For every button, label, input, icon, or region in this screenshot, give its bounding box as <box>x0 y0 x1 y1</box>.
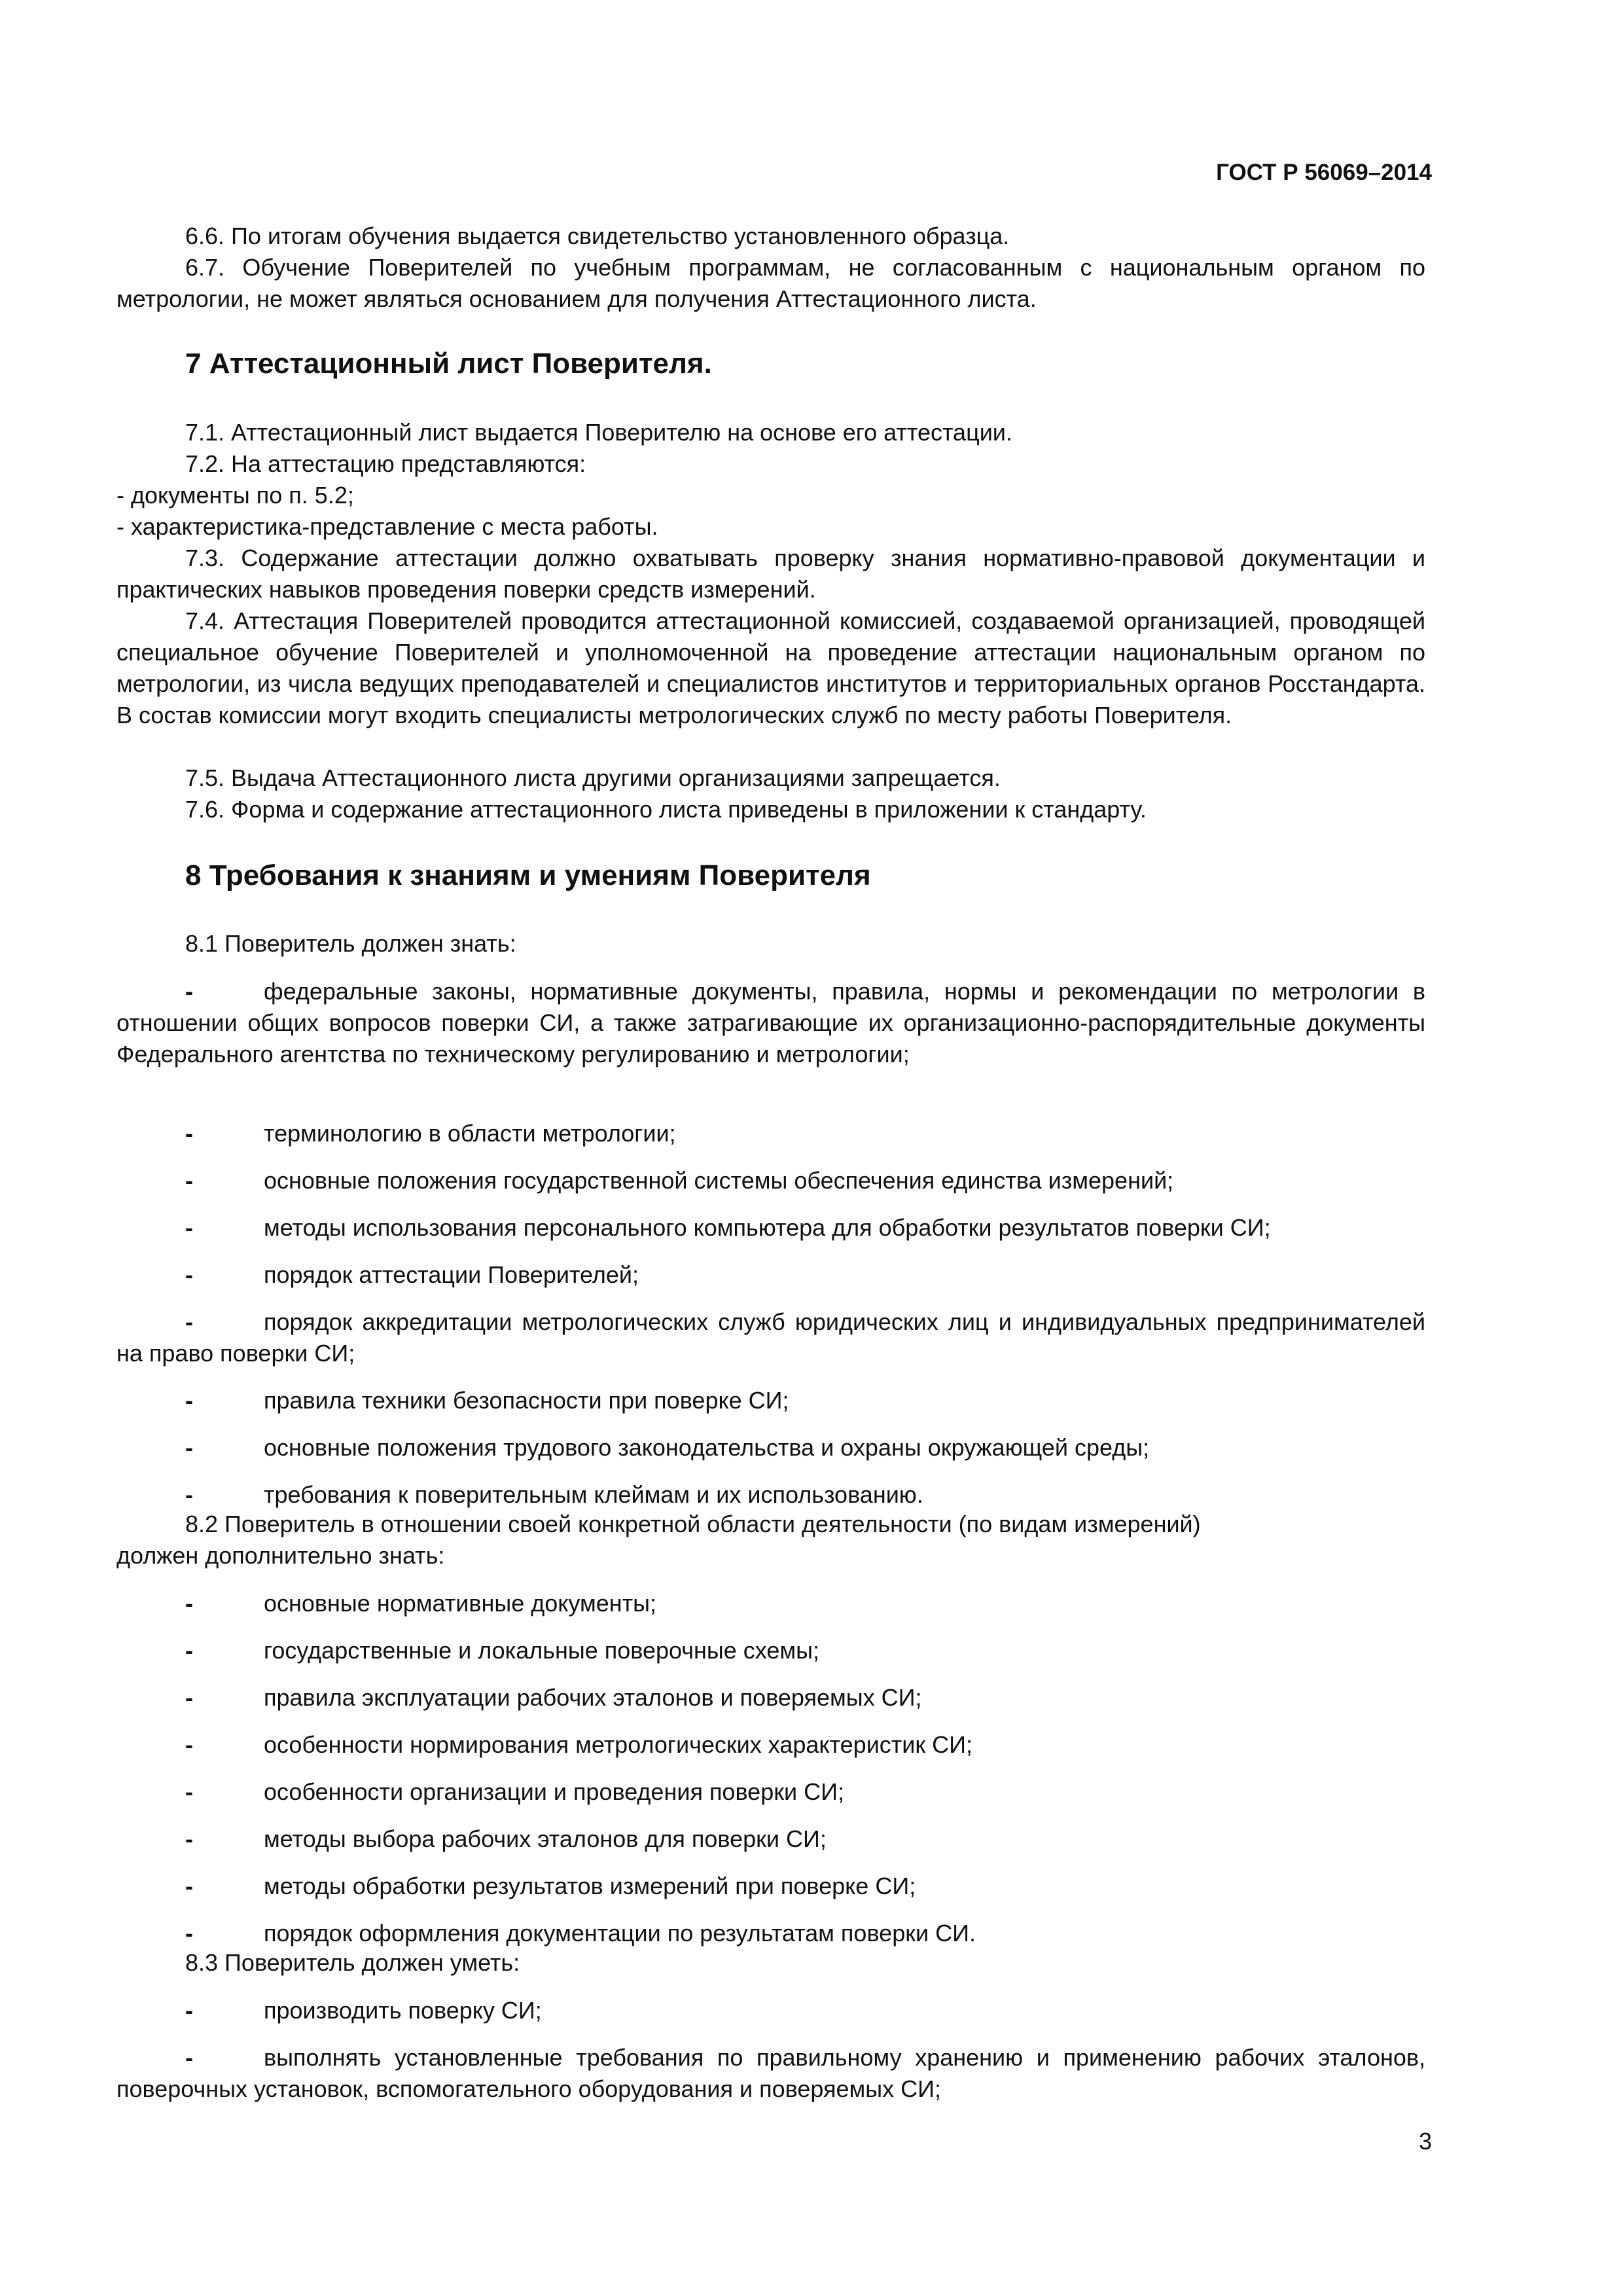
dash-marker: - <box>185 1434 193 1461</box>
list-item <box>116 2042 1425 2105</box>
dash-marker: - <box>185 1590 193 1617</box>
paragraph-7-5: 7.5. Выдача Аттестационного листа другими организациями запрещается. <box>185 764 1001 791</box>
document-page <box>116 0 1432 2296</box>
dash-marker: - <box>185 1731 193 1758</box>
list-item-text: терминологию в области метрологии; <box>264 1120 676 1147</box>
list-item-text: методы обработки результатов измерений при поверке СИ; <box>264 1873 916 1899</box>
dash-marker: - <box>185 1387 193 1414</box>
dash-marker: - <box>185 1997 193 2024</box>
list-item <box>116 1306 1425 1369</box>
list-item-text: основные положения государственной системы обеспечения единства измерений; <box>264 1167 1174 1194</box>
dash-marker: - <box>185 1920 193 1946</box>
list-item-text: методы выбора рабочих эталонов для поверки СИ; <box>264 1825 827 1852</box>
list-item-text: требования к поверительным клеймам и их использованию. <box>264 1481 923 1508</box>
dash-marker: - <box>185 1778 193 1805</box>
dash-marker: - <box>185 1825 193 1852</box>
dash-marker: - <box>185 1308 193 1335</box>
paragraph-6-6: 6.6. По итогам обучения выдается свидетельство установленного образца. <box>185 223 1010 249</box>
dash-marker: - <box>185 2044 193 2071</box>
list-item-text: основные положения трудового законодательства и охраны окружающей среды; <box>264 1434 1150 1461</box>
paragraph-7-2: 7.2. На аттестацию представляются: <box>185 450 586 477</box>
dash-marker: - <box>185 978 193 1005</box>
list-item-text: выполнять установленные требования по правильному хранению и применению рабочих эталонов, поверочных установок, вспомогательного оборудования и поверяемых СИ; <box>116 2044 1425 2102</box>
dash-marker: - <box>185 1214 193 1241</box>
document-code: ГОСТ Р 56069–2014 <box>1216 160 1432 185</box>
paragraph-7-6: 7.6. Форма и содержание аттестационного листа приведены в приложении к стандарту. <box>185 796 1147 823</box>
list-item-text: производить поверку СИ; <box>264 1997 542 2024</box>
dash-marker: - <box>185 1481 193 1508</box>
paragraph-6-7: 6.7. Обучение Поверителей по учебным программам, не согласованным с национальным органом по метрологии, не может являться основанием для получения Аттестационного листа. <box>116 254 1425 312</box>
paragraph-8-2-line-2: должен дополнительно знать: <box>116 1542 445 1569</box>
dash-marker: - <box>185 1637 193 1664</box>
paragraph-8-1: 8.1 Поверитель должен знать: <box>185 930 516 957</box>
list-item-text: основные нормативные документы; <box>264 1590 657 1617</box>
list-item <box>116 976 1425 1070</box>
paragraph-7-2-item-reference: - характеристика-представление с места работы. <box>116 513 658 540</box>
section-7-title: 7 Аттестационный лист Поверителя. <box>185 348 712 380</box>
dash-marker: - <box>185 1120 193 1147</box>
list-item-text: порядок оформления документации по результатам поверки СИ. <box>264 1920 976 1946</box>
paragraph-7-4: 7.4. Аттестация Поверителей проводится аттестационной комиссией, создаваемой организацией, проводящей специальное обучение Поверителей и уполномоченной на проведение аттестации национальным органом по метрологии, из числа ведущих преподавателей и специалистов институтов и территориальных органов Росстандарта. В состав комиссии могут входить специалисты метрологических служб по месту работы Поверителя. <box>116 607 1425 728</box>
list-item-text: порядок аттестации Поверителей; <box>264 1261 639 1288</box>
list-item-text: особенности нормирования метрологических характеристик СИ; <box>264 1731 973 1758</box>
dash-marker: - <box>185 1873 193 1899</box>
list-item-text: правила эксплуатации рабочих эталонов и поверяемых СИ; <box>264 1684 922 1711</box>
list-item-text: федеральные законы, нормативные документы, правила, нормы и рекомендации по метрологии в отношении общих вопросов поверки СИ, а также затрагивающие их организационно-распорядительные документы Федерального агентства по техническому регулированию и метрологии; <box>116 978 1425 1067</box>
paragraph-8-2-line-1: 8.2 Поверитель в отношении своей конкретной области деятельности (по видам измерений) <box>185 1511 1201 1537</box>
paragraph-7-2-item-documents: - документы по п. 5.2; <box>116 482 354 509</box>
dash-marker: - <box>185 1167 193 1194</box>
list-item-text: порядок аккредитации метрологических служб юридических лиц и индивидуальных предпринимателей на право поверки СИ; <box>116 1308 1425 1367</box>
list-item-text: государственные и локальные поверочные схемы; <box>264 1637 820 1664</box>
dash-marker: - <box>185 1261 193 1288</box>
list-item-text: правила техники безопасности при поверке СИ; <box>264 1387 789 1414</box>
list-item-text: методы использования персонального компьютера для обработки результатов поверки СИ; <box>264 1214 1271 1241</box>
paragraph-7-1: 7.1. Аттестационный лист выдается Поверителю на основе его аттестации. <box>185 419 1012 446</box>
paragraph-8-3: 8.3 Поверитель должен уметь: <box>185 1949 520 1976</box>
dash-marker: - <box>185 1684 193 1711</box>
page-number: 3 <box>1418 2128 1432 2155</box>
paragraph-7-3: 7.3. Содержание аттестации должно охватывать проверку знания нормативно-правовой документации и практических навыков проведения поверки средств измерений. <box>116 545 1425 603</box>
list-item-text: особенности организации и проведения поверки СИ; <box>264 1778 844 1805</box>
section-8-title: 8 Требования к знаниям и умениям Поверителя <box>185 859 871 891</box>
